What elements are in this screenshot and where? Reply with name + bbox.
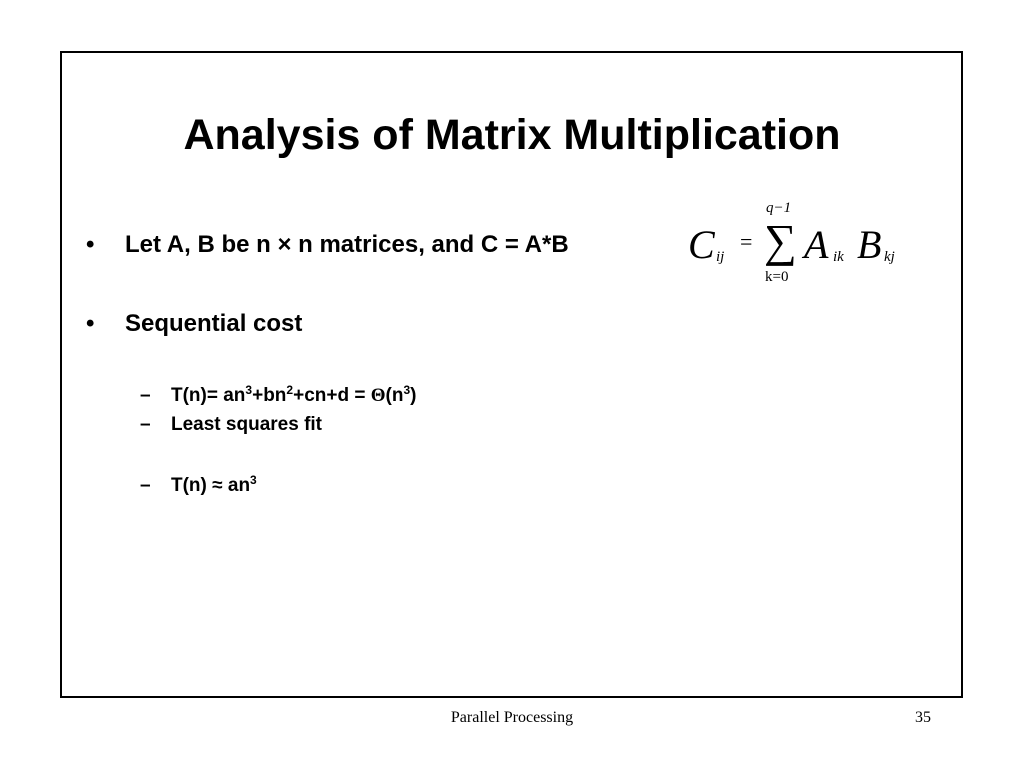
approx-symbol: ≈ xyxy=(212,475,223,496)
matrix-product-formula xyxy=(680,195,910,290)
formula-term-b: B xyxy=(857,222,882,267)
dash-marker: – xyxy=(140,475,151,496)
dash-marker: – xyxy=(140,414,151,435)
subbullet-text-cost-function xyxy=(171,385,416,407)
formula-lower-limit: k=0 xyxy=(765,269,789,285)
text-part: ) xyxy=(410,385,417,406)
formula-term-b-subscript: kj xyxy=(884,249,895,265)
text-part: +cn+d = xyxy=(293,385,371,406)
formula-lhs: C xyxy=(688,222,715,267)
formula-lhs-subscript: ij xyxy=(716,249,725,265)
superscript: 2 xyxy=(286,383,294,397)
times-symbol: × xyxy=(277,231,292,258)
bullet-marker: • xyxy=(86,310,95,337)
formula-term-a: A xyxy=(804,222,829,267)
subbullet-text-least-squares: Least squares fit xyxy=(171,414,322,435)
text-part: T(n)= an xyxy=(171,385,246,406)
footer-title: Parallel Processing xyxy=(450,709,574,726)
sigma-icon: ∑ xyxy=(764,215,797,266)
bullet-marker: • xyxy=(86,231,95,258)
slide-title: Analysis of Matrix Multiplication xyxy=(183,111,841,159)
dash-marker: – xyxy=(140,385,151,406)
text-part: +bn xyxy=(252,385,287,406)
superscript: 3 xyxy=(403,383,411,397)
subbullet-text-approximation xyxy=(171,475,257,497)
text-part: an xyxy=(222,475,251,496)
bullet-text-sequential-cost: Sequential cost xyxy=(125,310,303,337)
superscript: 3 xyxy=(250,473,257,487)
formula-term-a-subscript: ik xyxy=(833,249,844,265)
theta-symbol: Θ xyxy=(370,385,386,406)
superscript: 3 xyxy=(245,383,253,397)
bullet-text-part: Let A, B be n xyxy=(125,231,278,258)
text-part: T(n) xyxy=(171,475,213,496)
bullet-text-part: n matrices, and C = A*B xyxy=(291,231,569,258)
page-number: 35 xyxy=(915,709,931,726)
formula-upper-limit: q−1 xyxy=(766,200,792,216)
text-part: (n xyxy=(385,385,404,406)
bullet-text-matrices xyxy=(125,231,569,259)
formula-equals: = xyxy=(740,229,753,254)
